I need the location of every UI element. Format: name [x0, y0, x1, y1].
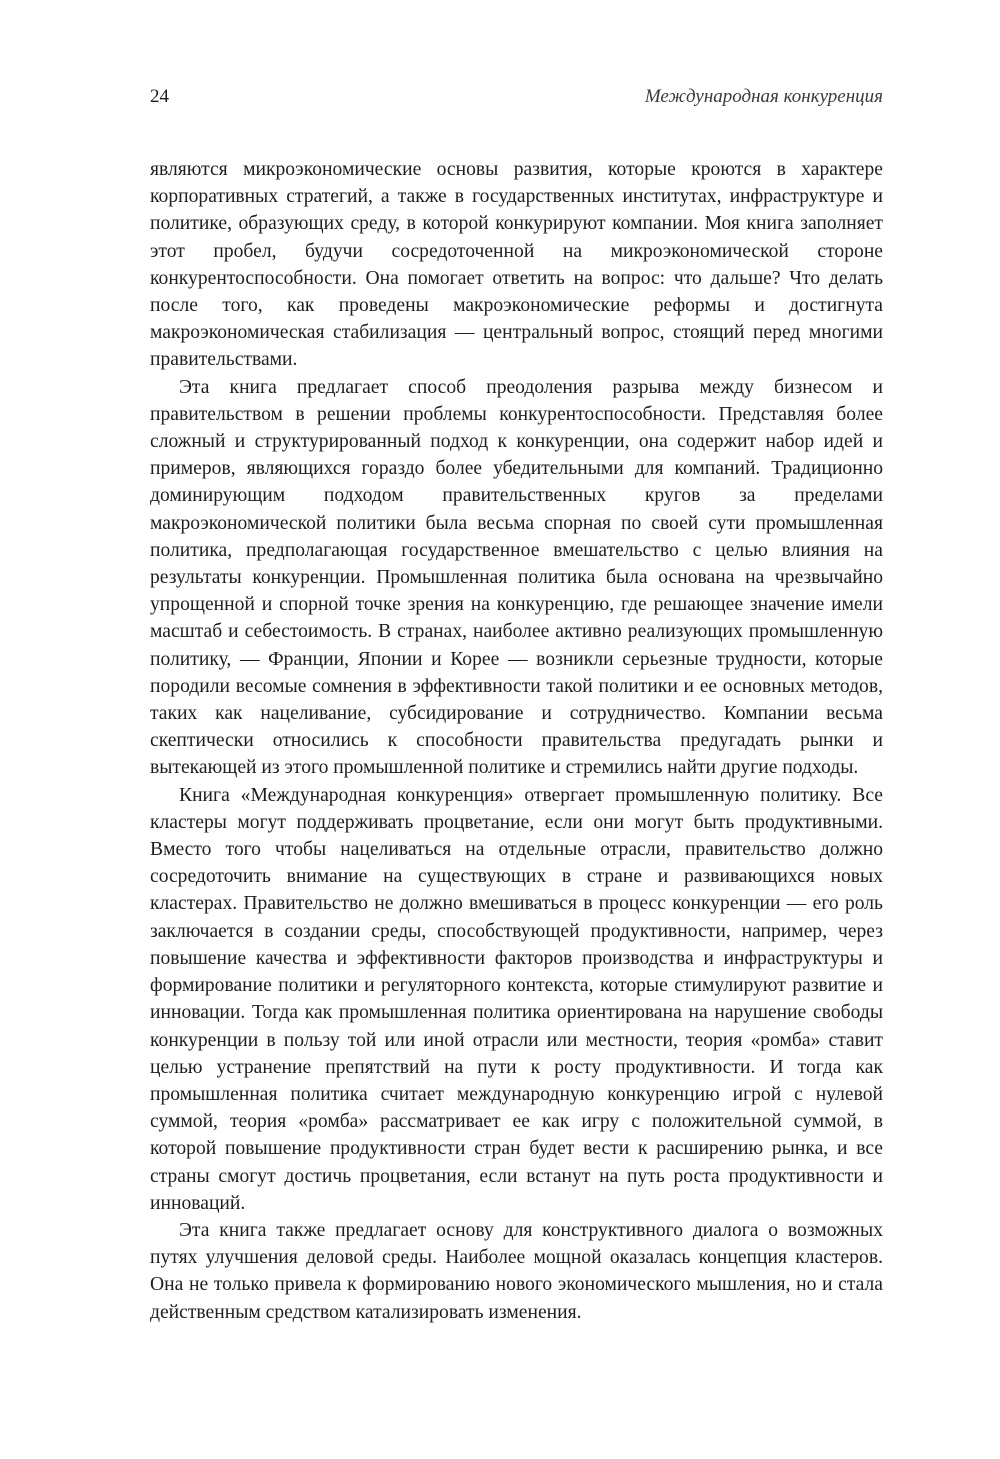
body-text — [150, 156, 883, 1326]
paragraph-3: Книга «Международная конкуренция» отвергает промышленную политику. Все кластеры могут поддерживать процветание, если они могут быть продуктивными. Вместо того чтобы нацеливаться на отдельные отрасли, правительство должно сосредоточить внимание на существующих в стране и развивающихся новых кластерах. Правительство не должно вмешиваться в процесс конкуренции — его роль заключается в создании среды, способствующей продуктивности, например, через повышение качества и эффективности факторов производства и инфраструктуры и формирование политики и регуляторного контекста, которые стимулируют развитие и инновации. Тогда как промышленная политика ориентирована на нарушение свободы конкуренции в пользу той или иной отрасли или местности, теория «ромба» ставит целью устранение препятствий на пути к росту продуктивности. И тогда как промышленная политика считает международную конкуренцию игрой с нулевой суммой, теория «ромба» рассматривает ее как игру с положительной суммой, в которой повышение продуктивности стран будет вести к расширению рынка, и все страны смогут достичь процветания, если встанут на путь роста продуктивности и инноваций. — [150, 784, 883, 1214]
paragraph-4: Эта книга также предлагает основу для конструктивного диалога о возможных путях улучшения деловой среды. Наиболее мощной оказалась концепция кластеров. Она не только привела к формированию нового экономического мышления, но и стала действенным средством катализировать изменения. — [150, 1219, 883, 1323]
page-header — [150, 86, 883, 116]
paragraph-2: Эта книга предлагает способ преодоления разрыва между бизнесом и правительством в решении проблемы конкурентоспособности. Представляя более сложный и структурированный подход к конкуренции, она содержит набор идей и примеров, являющихся гораздо более убедительными для компаний. Традиционно доминирующим подходом правительственных кругов за пределами макроэкономической политики была весьма спорная по своей сути промышленная политика, предполагающая государственное вмешательство с целью влияния на результаты конкуренции. Промышленная политика была основана на чрезвычайно упрощенной и спорной точке зрения на конкуренцию, где решающее значение имели масштаб и себестоимость. В странах, наиболее активно реализующих промышленную политику, — Франции, Японии и Корее — возникли серьезные трудности, которые породили весомые сомнения в эффективности такой политики и ее основных методов, таких как нацеливание, субсидирование и сотрудничество. Компании весьма скептически относились к способности правительства предугадать рынки и вытекающей из этого промышленной политике и стремились найти другие подходы. — [150, 376, 883, 779]
paragraph-1: являются микроэкономические основы развития, которые кроются в характере корпоративных стратегий, а также в государственных институтах, инфраструктуре и политике, образующих среду, в которой конкурируют компании. Моя книга заполняет этот пробел, будучи сосредоточенной на микроэкономической стороне конкурентоспособности. Она помогает ответить на вопрос: что дальше? Что делать после того, как проведены макроэкономические реформы и достигнута макроэкономическая стабилизация — центральный вопрос, стоящий перед многими правительствами. — [150, 159, 883, 371]
running-title: Международная конкуренция — [644, 86, 883, 107]
page-number: 24 — [150, 86, 169, 107]
